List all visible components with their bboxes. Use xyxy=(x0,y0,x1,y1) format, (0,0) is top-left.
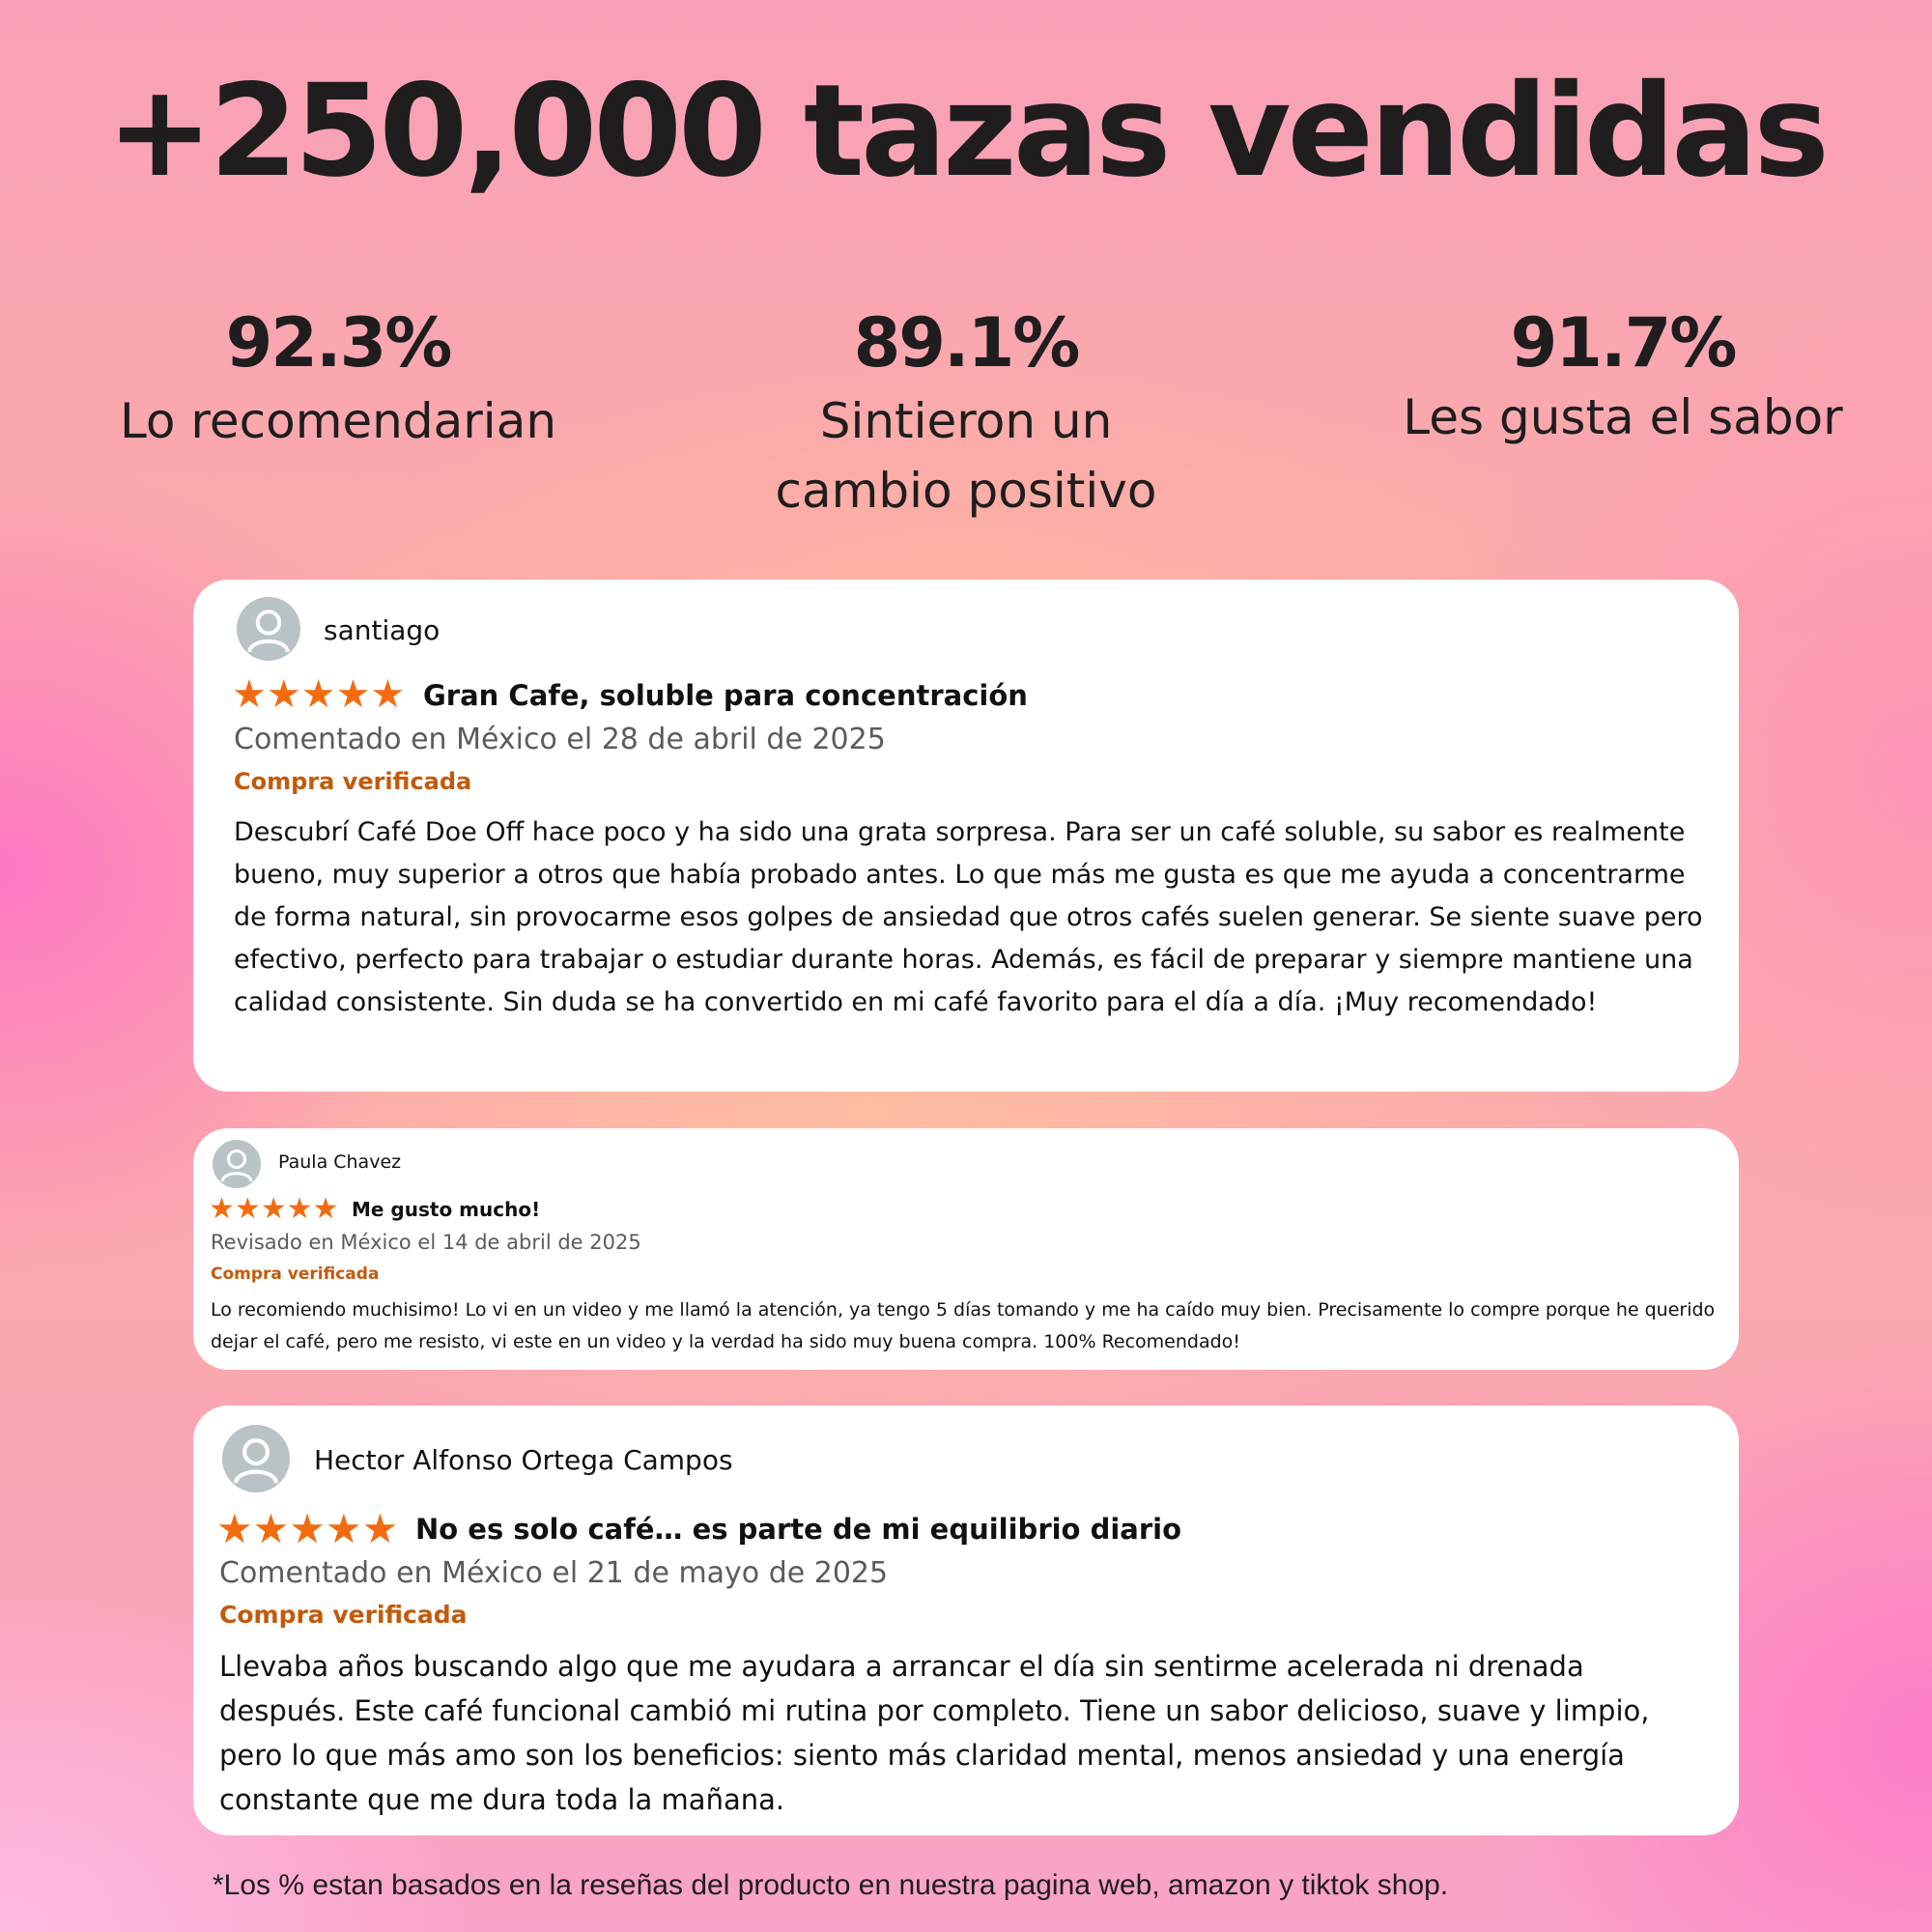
review-card xyxy=(193,580,1739,1092)
stat-value: 91.7% xyxy=(1510,303,1736,383)
star-rating[interactable]: ★★★★★ xyxy=(232,673,406,716)
review-date: Comentado en México el 28 de abril de 2025 xyxy=(234,723,886,756)
star-rating[interactable]: ★★★★★ xyxy=(216,1506,399,1551)
review-title[interactable]: Me gusto mucho! xyxy=(352,1198,541,1221)
stat-label: Les gusta el sabor xyxy=(1403,389,1843,445)
user-avatar-icon xyxy=(237,597,300,661)
verified-badge: Compra verificada xyxy=(219,1601,468,1629)
footnote: *Los % estan basados en la reseñas del producto en nuestra pagina web, amazon y tiktok shop. xyxy=(213,1869,1449,1901)
review-date: Revisado en México el 14 de abril de 2025 xyxy=(211,1231,641,1254)
user-avatar-icon xyxy=(213,1140,261,1188)
headline: +250,000 tazas vendidas xyxy=(106,57,1826,206)
stat-positive-change xyxy=(724,303,1208,526)
verified-badge: Compra verificada xyxy=(234,768,472,795)
stat-value: 89.1% xyxy=(853,303,1079,383)
user-avatar-icon xyxy=(222,1425,290,1492)
review-title[interactable]: Gran Cafe, soluble para concentración xyxy=(423,679,1028,712)
stat-label: Lo recomendarian xyxy=(119,393,557,449)
stat-label: Sintieron un cambio positivo xyxy=(775,393,1157,519)
review-body: Llevaba años buscando algo que me ayudara a arrancar el día sin sentirme acelerada ni drenada después. Este café funcional cambió mi rutina por completo. Tiene un sabor delicioso, suave y limpio, pero lo que más amo son los beneficios: siento más claridad mental, menos ansiedad y una energía constante que me dura toda la mañana. xyxy=(219,1650,1650,1816)
stat-flavor xyxy=(1372,303,1874,452)
review-title[interactable]: No es solo café… es parte de mi equilibrio diario xyxy=(415,1513,1182,1546)
stat-recommend xyxy=(97,303,580,456)
review-body: Lo recomiendo muchisimo! Lo vi en un video y me llamó la atención, ya tengo 5 días tomando y me ha caído muy bien. Precisamente lo compre porque he querido dejar el café, pero me resisto, vi este en un video y la verdad ha sido muy buena compra. 100% Recomendado! xyxy=(211,1299,1716,1352)
reviewer-name[interactable]: Hector Alfonso Ortega Campos xyxy=(314,1444,733,1476)
reviewer-name[interactable]: santiago xyxy=(324,614,440,646)
reviewer-name[interactable]: Paula Chavez xyxy=(278,1151,402,1173)
review-date: Comentado en México el 21 de mayo de 2025 xyxy=(219,1556,889,1590)
review-card xyxy=(193,1406,1739,1835)
star-rating[interactable]: ★★★★★ xyxy=(209,1193,339,1225)
review-card xyxy=(193,1128,1739,1370)
verified-badge: Compra verificada xyxy=(211,1264,380,1284)
review-body: Descubrí Café Doe Off hace poco y ha sido una grata sorpresa. Para ser un café soluble, su sabor es realmente bueno, muy superior a otros que había probado antes. Lo que más me gusta es que me ayuda a concentrarme de forma natural, sin provocarme esos golpes de ansiedad que otros cafés suelen generar. Se siente suave pero efectivo, perfecto para trabajar o estudiar durante horas. Además, es fácil de preparar y siempre mantiene una calidad consistente. Sin duda se ha convertido en mi café favorito para el día a día. ¡Muy recomendado! xyxy=(234,817,1703,1017)
stat-value: 92.3% xyxy=(225,303,451,383)
